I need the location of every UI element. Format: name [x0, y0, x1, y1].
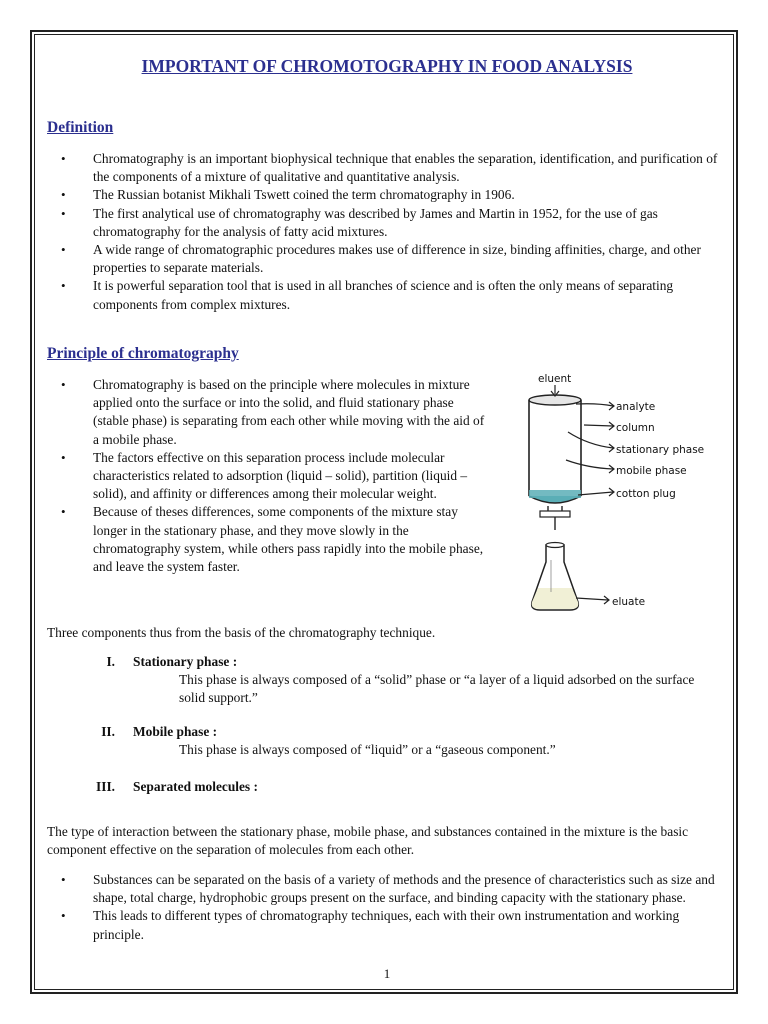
page-number: 1: [383, 966, 391, 981]
definition-bullet-1: • Chromatography is an important biophysical technique that enables the separation, identification, and purification of the components of a mixture of qualitative and quantitative analysis.: [47, 150, 722, 186]
final-bullet-2: • This leads to different types of chromatography techniques, each with their own instrumentation and working principle.: [47, 907, 722, 943]
label-eluate: eluate: [612, 596, 646, 608]
flask-icon: [532, 543, 579, 611]
principle-list: [47, 376, 492, 576]
definition-bullet-3: • The first analytical use of chromatography was described by James and Martin in 1952, for the use of gas chromatography for the analysis of fatty acid mixtures.: [47, 205, 722, 241]
definition-bullet-5: • It is powerful separation tool that is used in all branches of science and is often the only means of separating components from complex mixtures.: [47, 277, 722, 313]
component-numeral: I.: [106, 654, 115, 669]
component-numeral: II.: [101, 724, 115, 739]
label-analyte: analyte: [616, 401, 656, 413]
component-description: This phase is always composed of “liquid” or a “gaseous component.”: [179, 742, 556, 757]
principle-bullet-3: • Because of theses differences, some components of the mixture stay longer in the stationary phase, and they move slowly in the chromatography system, while others pass rapidly into the mobile phase, and leave the system faster.: [47, 503, 492, 576]
definition-bullet-2: • The Russian botanist Mikhali Tswett coined the term chromatography in 1906.: [47, 186, 722, 204]
component-label: Stationary phase :: [133, 654, 238, 669]
component-label: Mobile phase :: [133, 724, 218, 739]
principle-bullet-1: • Chromatography is based on the principle where molecules in mixture applied onto the surface or into the solid, and fluid stationary phase (stable phase) is separating from each other while moving with the aid of a mobile phase.: [47, 376, 492, 449]
label-column: column: [616, 422, 655, 434]
final-list: [47, 871, 722, 944]
column-diagram-svg: [518, 370, 728, 615]
component-label: Separated molecules :: [133, 779, 258, 794]
principle-heading: Principle of chromatography: [47, 345, 239, 362]
label-eluent: eluent: [538, 373, 572, 385]
final-bullet-1: • Substances can be separated on the basis of a variety of methods and the presence of characteristics such as size and shape, total charge, hydrophobic groups present on the surface, and binding capacity with the stationary phase.: [47, 871, 722, 907]
components-intro: Three components thus from the basis of the chromatography technique.: [47, 625, 436, 640]
principle-bullet-2: • The factors effective on this separation process include molecular characteristics related to adsorption (liquid – solid), partition (liquid – solid), and affinity or differences among their molecular weight.: [47, 449, 492, 504]
definition-heading: Definition: [47, 119, 114, 136]
component-numeral: III.: [96, 779, 115, 794]
definition-bullet-4: • A wide range of chromatographic procedures makes use of difference in size, binding affinities, charge, and other properties to separate materials.: [47, 241, 722, 277]
document-title: IMPORTANT OF CHROMOTOGRAPHY IN FOOD ANALYSIS: [141, 56, 633, 76]
interaction-paragraph: The type of interaction between the stationary phase, mobile phase, and substances contained in the mixture is the basic component effective on the separation of molecules from each other.: [47, 824, 689, 858]
component-description: This phase is always composed of a “solid” phase or “a layer of a liquid adsorbed on the surface solid support.”: [179, 672, 695, 706]
label-stationary-phase: stationary phase: [616, 444, 705, 456]
definition-list: [47, 150, 722, 314]
label-mobile-phase: mobile phase: [616, 465, 687, 477]
chromatography-column-diagram: [518, 370, 728, 615]
label-cotton-plug: cotton plug: [616, 488, 676, 500]
